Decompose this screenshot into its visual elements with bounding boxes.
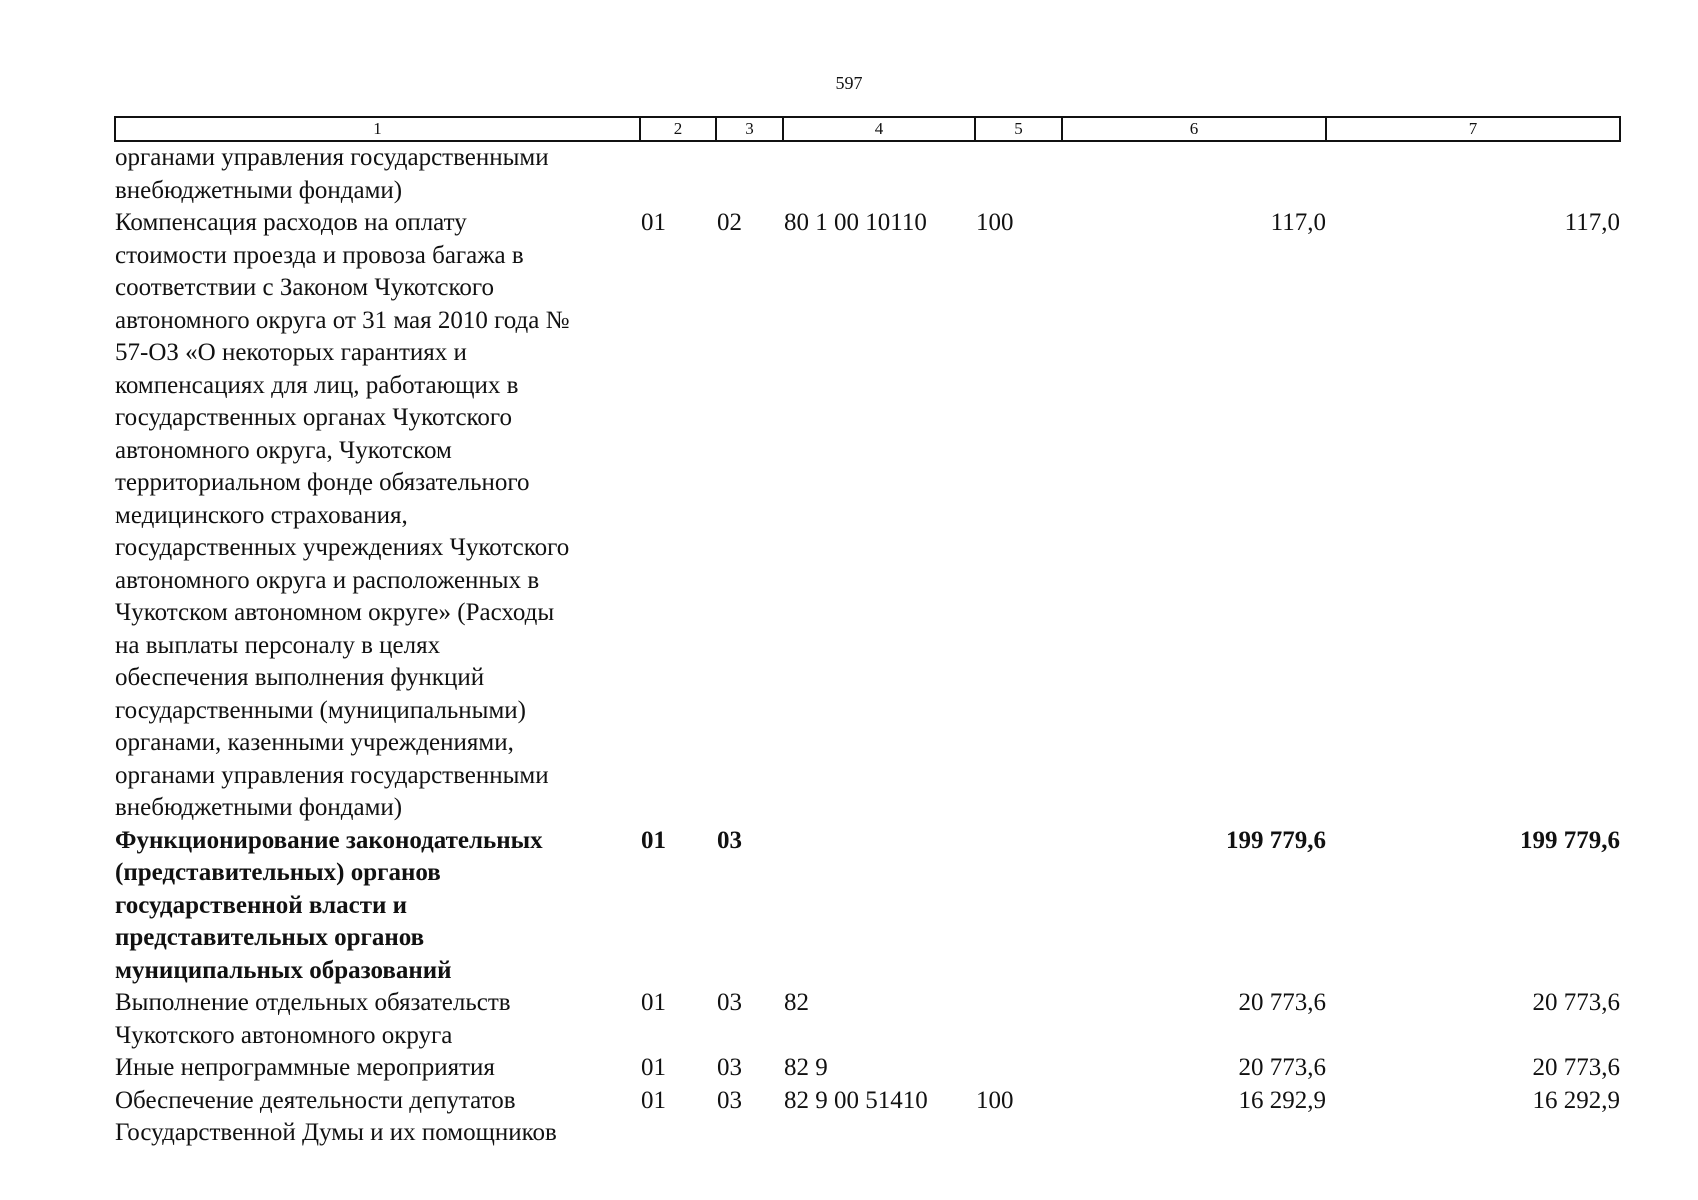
table-body bbox=[115, 141, 1620, 1150]
row-section: 01 bbox=[641, 1086, 666, 1114]
column-header-5: 5 bbox=[975, 117, 1062, 141]
table-row bbox=[115, 1085, 1620, 1150]
table-row-section-total bbox=[115, 825, 1620, 988]
table-header bbox=[115, 117, 1620, 141]
row-expense-type: 100 bbox=[976, 1086, 1014, 1114]
row-subsection: 02 bbox=[717, 209, 742, 236]
row-subsection: 03 bbox=[717, 826, 742, 854]
row-section: 01 bbox=[641, 209, 666, 236]
row-name: Выполнение отдельных обязательств Чукотского автономного округа bbox=[115, 989, 511, 1049]
column-header-1: 1 bbox=[115, 117, 640, 141]
row-target-article: 82 bbox=[784, 989, 809, 1016]
row-section bbox=[640, 141, 716, 207]
row-amount-col7: 199 779,6 bbox=[1520, 826, 1620, 854]
row-amount-col6: 117,0 bbox=[1270, 209, 1326, 236]
row-subsection: 03 bbox=[717, 989, 742, 1016]
row-expense-type bbox=[975, 1052, 1062, 1085]
row-expense-type: 100 bbox=[976, 209, 1014, 236]
budget-table bbox=[114, 116, 1621, 1150]
row-expense-type bbox=[975, 141, 1062, 207]
row-name: Обеспечение деятельности депутатов Государственной Думы и их помощников bbox=[115, 1086, 557, 1146]
row-expense-type bbox=[975, 825, 1062, 988]
column-header-4: 4 bbox=[783, 117, 975, 141]
column-header-2: 2 bbox=[640, 117, 716, 141]
row-subsection bbox=[716, 141, 783, 207]
row-target-article bbox=[783, 141, 975, 207]
row-name: Иные непрограммные мероприятия bbox=[115, 1054, 495, 1081]
row-section: 01 bbox=[641, 826, 666, 854]
row-section: 01 bbox=[641, 989, 666, 1016]
column-header-3: 3 bbox=[716, 117, 783, 141]
table-row bbox=[115, 207, 1620, 825]
row-subsection: 03 bbox=[717, 1054, 742, 1081]
column-header-7: 7 bbox=[1326, 117, 1620, 141]
row-amount-col6: 20 773,6 bbox=[1238, 1054, 1326, 1081]
row-section: 01 bbox=[641, 1054, 666, 1081]
column-header-6: 6 bbox=[1062, 117, 1326, 141]
row-target-article bbox=[783, 825, 975, 988]
row-amount-col7: 20 773,6 bbox=[1532, 1054, 1620, 1081]
row-target-article: 80 1 00 10110 bbox=[784, 209, 927, 236]
row-amount-col7: 16 292,9 bbox=[1532, 1086, 1620, 1114]
row-name: Функционирование законодательных (представительных) органов государственной власти и представительных органов муниципальных образований bbox=[115, 826, 543, 984]
row-name: Компенсация расходов на оплату стоимости проезда и провоза багажа в соответствии с Законом Чукотского автономного округа от 31 мая 2010 года № 57-ОЗ «О некоторых гарантиях и компенсациях для лиц, работающих в государственных органах Чукотского автономного округа, Чукотском территориальном фонде обязательного медицинского страхования, государственных учреждениях Чукотского автономного округа и расположенных в Чукотском автономном округе» (Расходы на выплаты персоналу в целях обеспечения выполнения функций государственными (муниципальными) органами, казенными учреждениями, органами управления государственными внебюджетными фондами) bbox=[115, 209, 570, 821]
table-row bbox=[115, 141, 1620, 207]
row-amount-col7 bbox=[1326, 141, 1620, 207]
row-expense-type bbox=[975, 987, 1062, 1052]
row-amount-col6: 20 773,6 bbox=[1238, 989, 1326, 1016]
row-target-article: 82 9 00 51410 bbox=[784, 1086, 928, 1114]
row-amount-col7: 117,0 bbox=[1564, 209, 1620, 236]
row-subsection: 03 bbox=[717, 1086, 742, 1114]
row-amount-col6: 16 292,9 bbox=[1238, 1086, 1326, 1114]
row-amount-col6: 199 779,6 bbox=[1226, 826, 1326, 854]
page-number: 597 bbox=[835, 73, 863, 93]
header-row bbox=[115, 117, 1620, 141]
row-target-article: 82 9 bbox=[784, 1054, 828, 1081]
row-amount-col7: 20 773,6 bbox=[1532, 989, 1620, 1016]
row-name: органами управления государственными внебюджетными фондами) bbox=[115, 144, 549, 204]
row-amount-col6 bbox=[1062, 141, 1326, 207]
table-row bbox=[115, 1052, 1620, 1085]
table-row bbox=[115, 987, 1620, 1052]
